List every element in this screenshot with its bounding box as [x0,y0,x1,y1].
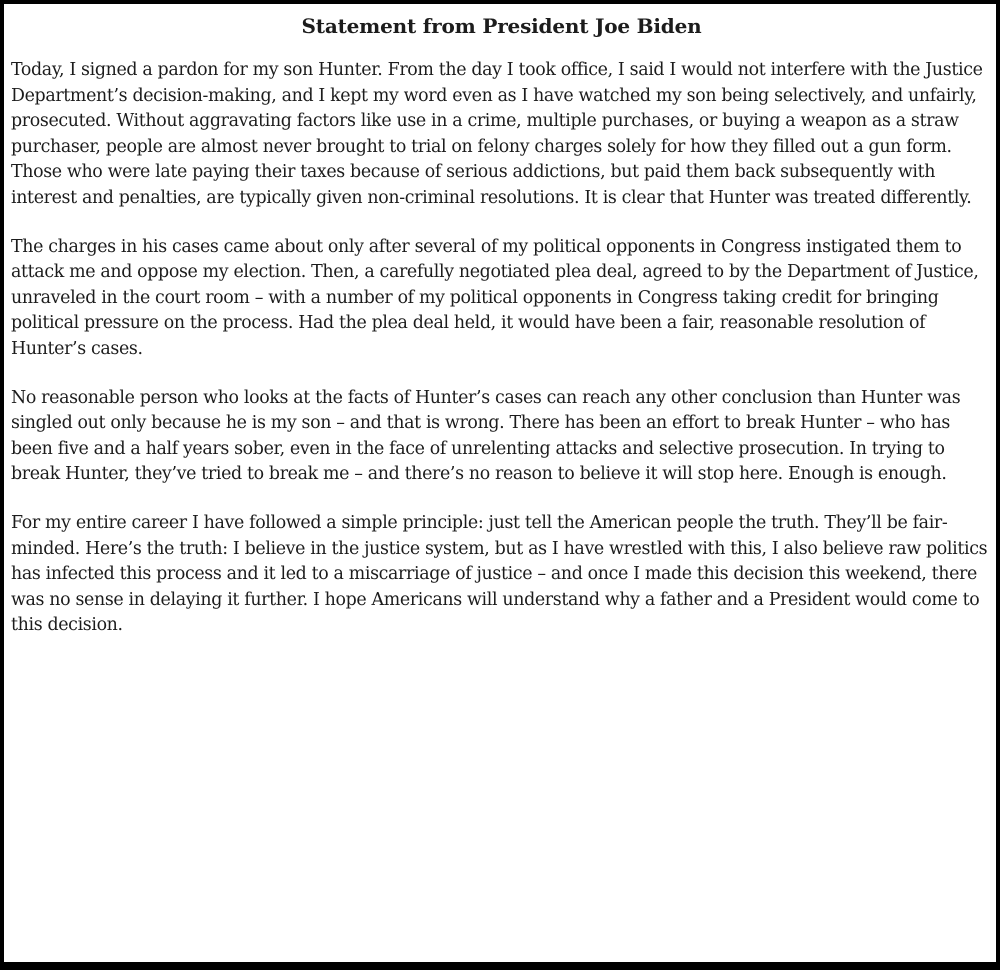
statement-title: Statement from President Joe Biden [301,14,702,38]
paragraph-1: Today, I signed a pardon for my son Hunter. From the day I took office, I said I would not interfere with the Justice Department’s decision-making, and I kept my word even as I have watched my son being selectively, and unfairly, prosecuted. Without aggravating factors like use in a crime, multiple purchases, or buying a weapon as a straw purchaser, people are almost never brought to trial on felony charges solely for how they filled out a gun form. Those who were late paying their taxes because of serious addictions, but paid them back subsequently with interest and penalties, are typically given non-criminal resolutions. It is clear that Hunter was treated differently. [11,60,983,208]
paragraph-2: The charges in his cases came about only after several of my political opponents in Congress instigated them to attack me and oppose my election. Then, a carefully negotiated plea deal, agreed to by the Department of Justice, unraveled in the court room – with a number of my political opponents in Congress taking credit for bringing political pressure on the process. Had the plea deal held, it would have been a fair, reasonable resolution of Hunter’s cases. [11,236,979,359]
paragraph-3: No reasonable person who looks at the facts of Hunter’s cases can reach any other conclusion than Hunter was singled out only because he is my son – and that is wrong. There has been an effort to break Hunter – who has been five and a half years sober, even in the face of unrelenting attacks and selective prosecution. In trying to break Hunter, they’ve tried to break me – and there’s no reason to believe it will stop here. Enough is enough. [11,387,961,485]
statement-document [4,4,996,962]
paragraph-4: For my entire career I have followed a simple principle: just tell the American people the truth. They’ll be fair-minded. Here’s the truth: I believe in the justice system, but as I have wrestled with this, I also believe raw politics has infected this process and it led to a miscarriage of justice – and once I made this decision this weekend, there was no sense in delaying it further. I hope Americans will understand why a father and a President would come to this decision. [11,512,988,636]
